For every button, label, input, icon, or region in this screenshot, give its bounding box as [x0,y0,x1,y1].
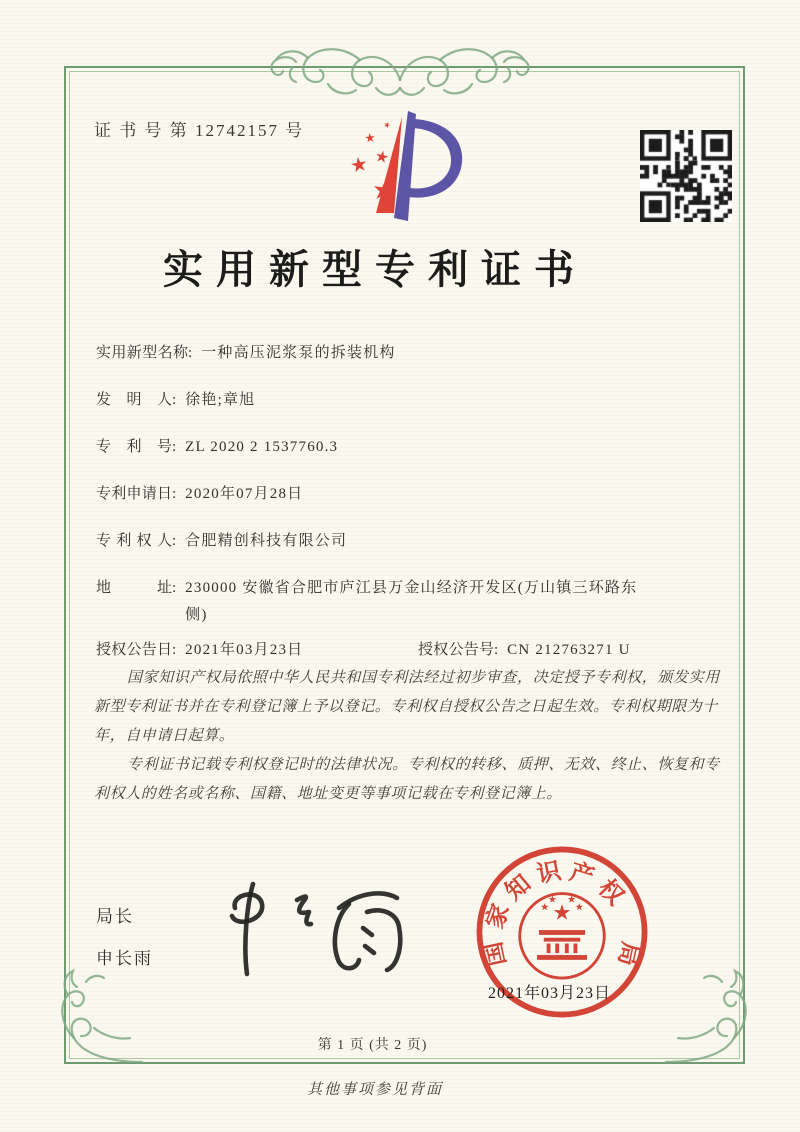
grant-number-pair [418,637,631,664]
signature-icon [205,870,440,998]
back-side-note: 其他事项参见背面 [306,1082,443,1098]
field-filing-date [96,481,720,508]
certificate-title: 实用新型专利证书 [163,247,587,292]
officer-block [96,902,153,986]
grant-date-pair [96,637,418,664]
field-label: 专利权人 [96,533,172,549]
field-label: 专利号 [96,439,172,455]
field-value: 2020年07月28日 [185,486,304,502]
cnipa-logo-icon [336,106,476,228]
colon: : [172,533,177,549]
legal-paragraph-1: 国家知识产权局依照中华人民共和国专利法经过初步审查，决定授予专利权，颁发实用新型专利证书并在专利登记簿上予以登记。专利权自授权公告之日起生效。专利权期限为十年，自申请日起算。 [94,670,720,744]
field-patentee [96,528,720,555]
field-label: 实用新型名称 [96,345,188,361]
svg-text:识: 识 [534,858,564,889]
colon: : [188,345,193,361]
field-label: 发明人 [96,392,172,408]
svg-text:产: 产 [566,859,598,892]
field-inventor [96,387,720,414]
field-value: 2021年03月23日 [185,642,304,658]
field-list [96,340,720,684]
field-address [96,575,720,629]
svg-text:家: 家 [482,900,515,933]
svg-text:局: 局 [612,939,644,969]
qr-code [640,130,732,222]
colon: : [172,486,177,502]
page-number: 第 1 页 (共 2 页) [317,1038,428,1053]
dragon-ornament-icon [268,38,532,110]
colon: : [494,642,499,658]
field-grant-publication [96,637,720,664]
svg-text:知: 知 [501,870,537,906]
colon: : [172,580,177,596]
officer-title: 局长 [96,907,134,926]
legal-paragraph-2: 专利证书记载专利权登记时的法律状况。专利权的转移、质押、无效、终止、恢复和专利权人的姓名或名称、国籍、地址变更等事项记载在专利登记簿上。 [94,757,720,802]
field-value: 徐艳;章旭 [185,392,256,408]
field-patent-number [96,434,720,461]
field-value: 合肥精创科技有限公司 [185,533,348,549]
officer-name: 申长雨 [96,949,153,968]
national-emblem-icon [520,894,604,978]
colon: : [172,642,177,658]
certificate-number: 证 书 号 第 12742157 号 [94,121,305,140]
field-value: CN 212763271 U [507,642,631,658]
field-label: 授权公告号 [418,642,494,658]
field-label: 专利申请日 [96,486,172,502]
field-label: 授权公告日 [96,642,172,658]
svg-text:权: 权 [592,875,629,911]
field-value: 230000 安徽省合肥市庐江县万金山经济开发区(万山镇三环路东侧) [185,580,638,623]
field-label: 地址 [96,580,172,596]
svg-text:国: 国 [480,939,512,969]
field-value: 一种高压泥浆泵的拆装机构 [201,345,396,361]
seal-date: 2021年03月23日 [488,985,612,1002]
field-utility-model-name [96,340,720,367]
colon: : [172,392,177,408]
legal-text [94,664,722,809]
field-value: ZL 2020 2 1537760.3 [185,439,339,455]
colon: : [172,439,177,455]
